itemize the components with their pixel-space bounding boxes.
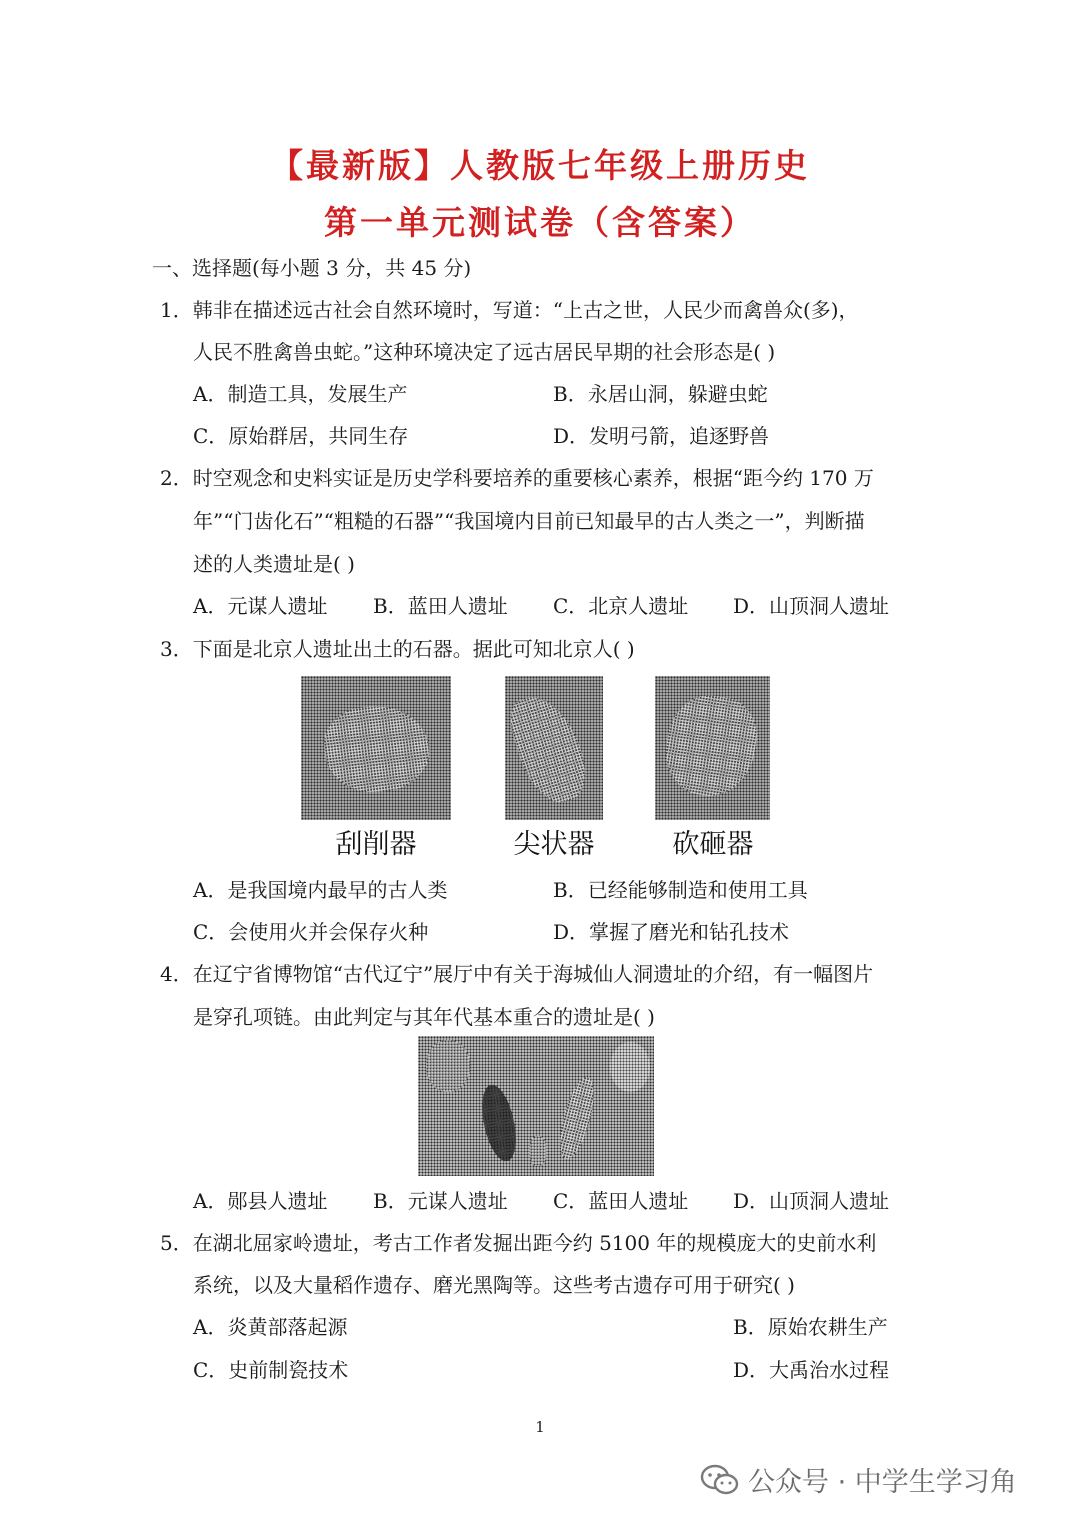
watermark [700,1460,1017,1499]
q1-option-a: A．制造工具，发展生产 [193,382,408,406]
q4-option-b: B．元谋人遗址 [373,1189,508,1213]
q5-stem-line-1: 5．在湖北屈家岭遗址，考古工作者发掘出距今约 5100 年的规模庞大的史前水利 [160,1231,877,1255]
wechat-icon [700,1463,740,1497]
q1-stem-line-1: 1．韩非在描述远古社会自然环境时，写道：“上古之世，人民少而禽兽众(多)， [160,298,859,322]
watermark-text: 公众号 · 中学生学习角 [748,1467,1017,1498]
q5-option-b: B．原始农耕生产 [733,1315,888,1339]
q1-option-d: D．发明弓箭，追逐野兽 [553,424,770,448]
pointed-tool-photo [505,676,603,820]
q1-stem-line-2: 人民不胜禽兽虫蛇。”这种环境决定了远古居民早期的社会形态是( ) [193,340,776,364]
q2-stem-line-2: 年”“门齿化石”“粗糙的石器”“我国境内目前已知最早的古人类之一”，判断描 [193,509,865,533]
q3-option-b: B．已经能够制造和使用工具 [553,878,808,902]
section-heading: 一、选择题(每小题 3 分，共 45 分) [152,256,472,280]
scraper-tool-photo [301,676,451,820]
q4-option-a: A．郧县人遗址 [193,1189,328,1213]
q4-option-c: C．蓝田人遗址 [553,1189,689,1213]
caption-chopper: 砍砸器 [672,829,754,860]
caption-scraper: 刮削器 [335,829,417,860]
q1-option-c: C．原始群居，共同生存 [193,424,409,448]
caption-pointed-tool: 尖状器 [513,829,595,860]
q2-option-b: B．蓝田人遗址 [373,594,508,618]
page-number: 1 [535,1418,545,1436]
title-line-1: 【最新版】人教版七年级上册历史 [270,146,810,185]
q3-option-a: A．是我国境内最早的古人类 [193,878,448,902]
q4-stem-line-1: 4．在辽宁省博物馆“古代辽宁”展厅中有关于海城仙人洞遗址的介绍，有一幅图片 [160,962,874,986]
q4-option-d: D．山顶洞人遗址 [733,1189,890,1213]
q2-option-a: A．元谋人遗址 [193,594,328,618]
q1-option-b: B．永居山洞，躲避虫蛇 [553,382,768,406]
q5-stem-line-2: 系统，以及大量稻作遗存、磨光黑陶等。这些考古遗存可用于研究( ) [193,1273,795,1297]
q2-stem-line-3: 述的人类遗址是( ) [193,552,355,576]
q3-option-d: D．掌握了磨光和钻孔技术 [553,920,790,944]
q2-option-d: D．山顶洞人遗址 [733,594,890,618]
chopper-tool-photo [655,676,770,820]
q5-option-d: D．大禹治水过程 [733,1358,890,1382]
q2-option-c: C．北京人遗址 [553,594,689,618]
q5-option-c: C．史前制瓷技术 [193,1358,349,1382]
q2-stem-line-1: 2．时空观念和史料实证是历史学科要培养的重要核心素养，根据“距今约 170 万 [160,466,874,490]
perforated-necklace-photo [418,1036,654,1176]
title-line-2: 第一单元测试卷（含答案） [324,203,756,242]
q3-stem-line-1: 3．下面是北京人遗址出土的石器。据此可知北京人( ) [160,637,635,661]
q4-stem-line-2: 是穿孔项链。由此判定与其年代基本重合的遗址是( ) [193,1005,655,1029]
q5-option-a: A．炎黄部落起源 [193,1315,348,1339]
q3-option-c: C．会使用火并会保存火种 [193,920,429,944]
